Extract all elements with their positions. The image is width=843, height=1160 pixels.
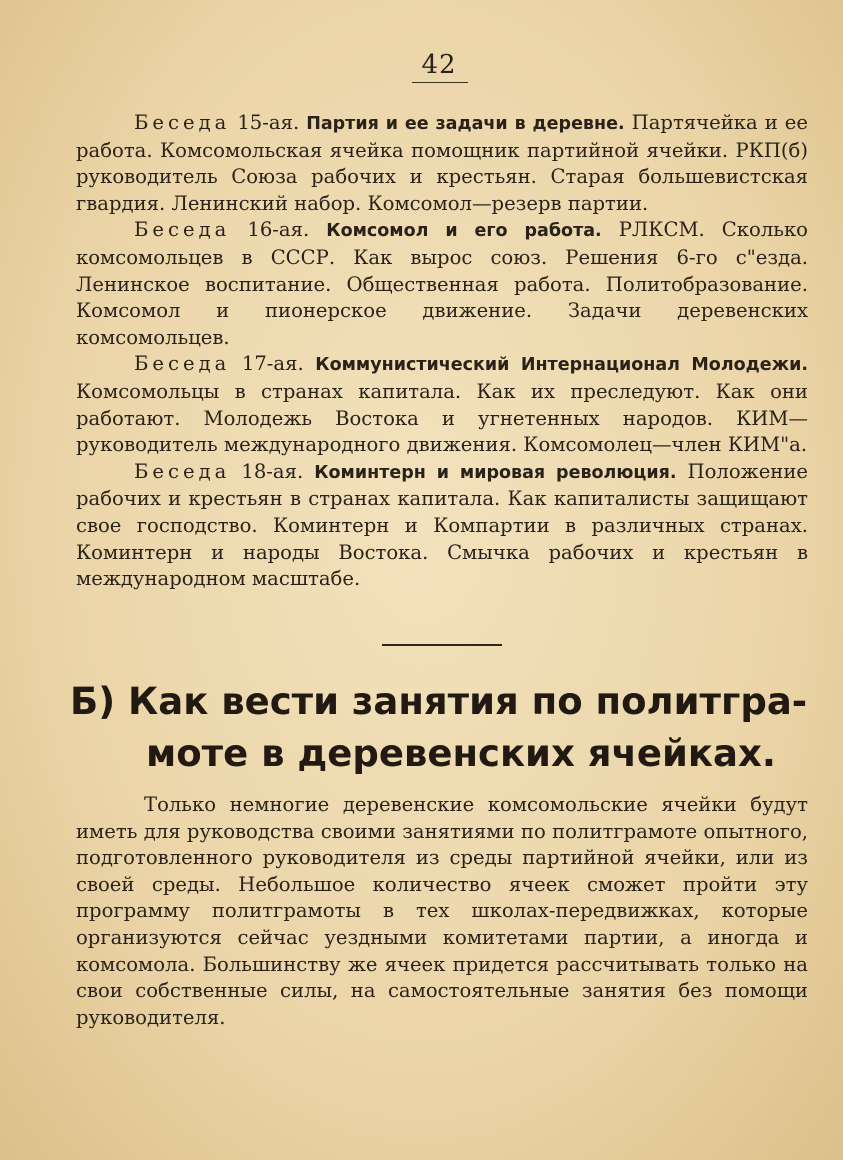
entry-text: Положение рабочих и крестьян в странах капитала. Как капиталисты защищают свое господство. Коминтерн и Компартии в различных странах. Коминтерн и народы Востока. Смычка рабочих и крестьян в международном масштабе. <box>76 459 809 591</box>
entry-lead: Беседа <box>134 218 231 242</box>
section-paragraph: Только немногие деревенские комсомольские ячейки будут иметь для руководства своими занятиями по политграмоте опытного, подготовленного руководителя из среды партийной ячейки, или из своей среды. Небольшое количество ячеек сможет пройти эту программу политграмоты в тех школах-передвижках, которые организуются сейчас уездными комитетами партии, а иногда и комсомола. Большинству же ячеек придется рассчитывать только на свои собственные силы, на самостоятельные занятия без помощи руководителя. <box>76 793 808 1029</box>
entry-text: РЛКСМ. Сколько комсомольцев в СССР. Как вырос союз. Решения 6-го с"езда. Ленинское воспитание. Общественная работа. Политобразование. Комсомол и пионерское движение. Задачи деревенских комсомольцев. <box>76 218 808 349</box>
conversation-list <box>76 110 808 593</box>
entry-number: 18-ая. <box>241 459 304 483</box>
entry-lead: Беседа <box>134 459 231 483</box>
entry-topic: Коминтерн и мировая революция. <box>314 462 677 483</box>
entry-topic: Партия и ее задачи в деревне. <box>306 114 625 134</box>
page-number-rule <box>412 82 468 83</box>
entry-text: Комсомольцы в странах капитала. Как их преследуют. Как они работают. Молодежь Востока и угнетенных народов. КИМ—руководитель международного движения. Комсомолец—член КИМ"а. <box>76 379 808 457</box>
conversation-entry-17 <box>76 351 808 458</box>
section-heading-line-2: моте в деревенских ячейках. <box>146 732 776 775</box>
entry-text: Партячейка и ее работа. Комсомольская ячейка помощник партийной ячейки. РКП(б) руководитель Союза рабочих и крестьян. Старая большевистская гвардия. Ленинский набор. Комсомол—резерв партии. <box>76 111 809 215</box>
entry-lead: Беседа <box>134 111 231 134</box>
conversation-entry-18 <box>76 459 808 593</box>
entry-topic: Комсомол и его работа. <box>326 221 602 242</box>
entry-number: 15-ая. <box>237 111 300 134</box>
entry-topic: Коммунистический Интернационал Молодежи. <box>315 355 808 376</box>
section-heading <box>70 676 815 780</box>
section-heading-line-1: Б) Как вести занятия по политгра- <box>70 680 808 723</box>
section-divider <box>382 644 502 646</box>
entry-number: 17-ая. <box>241 352 304 376</box>
page-number: 42 <box>421 50 457 80</box>
entry-number: 16-ая. <box>247 218 310 242</box>
conversation-entry-15 <box>76 110 808 217</box>
conversation-entry-16 <box>76 217 808 351</box>
entry-lead: Беседа <box>134 352 231 376</box>
